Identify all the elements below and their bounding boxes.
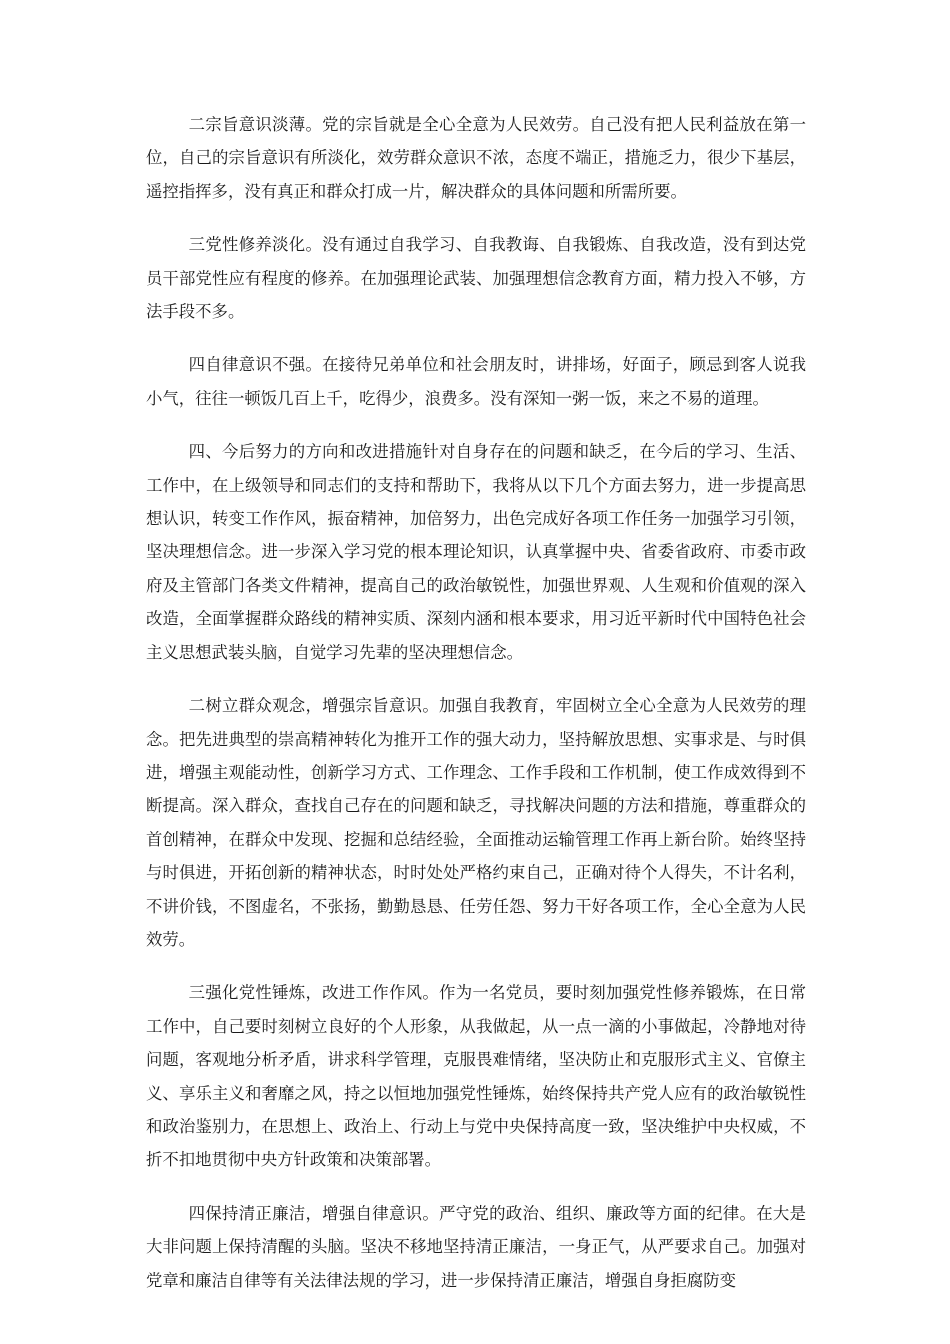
paragraph-mass-concept: 二树立群众观念，增强宗旨意识。加强自我教育，牢固树立全心全意为人民效劳的理念。把先进典型的崇高精神转化为推开工作的强大动力，坚持解放思想、实事求是、与时俱进，增强主观能动性，创新学习方式、工作理念、工作手段和工作机制，使工作成效得到不断提高。深入群众，查找自己存在的问题和缺乏，寻找解决问题的方法和措施，尊重群众的首创精神，在群众中发现、挖掘和总结经验，全面推动运输管理工作再上新台阶。始终坚持与时俱进，开拓创新的精神状态，时时处处严格约束自己，正确对待个人得失，不计名利，不讲价钱，不图虚名，不张扬，勤勤恳恳、任劳任怨、努力干好各项工作，全心全意为人民效劳。 [146,696,806,949]
paragraph-self-discipline: 四自律意识不强。在接待兄弟单位和社会朋友时，讲排场，好面子，顾忌到客人说我小气，往往一顿饭几百上千，吃得少，浪费多。没有深知一粥一饭，来之不易的道理。 [146,355,806,408]
paragraph-integrity: 四保持清正廉洁，增强自律意识。严守党的政治、组织、廉政等方面的纪律。在大是大非问题上保持清醒的头脑。坚决不移地坚持清正廉洁，一身正气，从严要求自己。加强对党章和廉洁自律等有关法律法规的学习，进一步保持清正廉洁，增强自身拒腐防变 [146,1203,806,1290]
paragraph-improvement-direction: 四、今后努力的方向和改进措施针对自身存在的问题和缺乏，在今后的学习、生活、工作中，在上级领导和同志们的支持和帮助下，我将从以下几个方面去努力，进一步提高思想认识，转变工作作风，振奋精神，加倍努力，出色完成好各项工作任务一加强学习引领，坚决理想信念。进一步深入学习党的根本理论知识，认真掌握中央、省委省政府、市委市政府及主管部门各类文件精神，提高自己的政治敏锐性，加强世界观、人生观和价值观的深入改造，全面掌握群众路线的精神实质、深刻内涵和根本要求，用习近平新时代中国特色社会主义思想武装头脑，自觉学习先辈的坚决理想信念。 [146,442,806,662]
paragraph-purpose-awareness: 二宗旨意识淡薄。党的宗旨就是全心全意为人民效劳。自己没有把人民利益放在第一位，自己的宗旨意识有所淡化，效劳群众意识不浓，态度不端正，措施乏力，很少下基层，遥控指挥多，没有真正和群众打成一片，解决群众的具体问题和所需所要。 [146,115,806,201]
paragraph-party-cultivation: 三党性修养淡化。没有通过自我学习、自我教诲、自我锻炼、自我改造，没有到达党员干部党性应有程度的修养。在加强理论武装、加强理想信念教育方面，精力投入不够，方法手段不多。 [146,235,806,322]
document-body [146,108,806,1317]
paragraph-work-style: 三强化党性锤炼，改进工作作风。作为一名党员，要时刻加强党性修养锻炼，在日常工作中，自己要时刻树立良好的个人形象，从我做起，从一点一滴的小事做起，冷静地对待问题，客观地分析矛盾，讲求科学管理，克服畏难情绪，坚决防止和克服形式主义、官僚主义、享乐主义和奢靡之风，持之以恒地加强党性锤炼，始终保持共产党人应有的政治敏锐性和政治鉴别力，在思想上、政治上、行动上与党中央保持高度一致，坚决维护中央权威，不折不扣地贯彻中央方针政策和决策部署。 [146,983,806,1170]
